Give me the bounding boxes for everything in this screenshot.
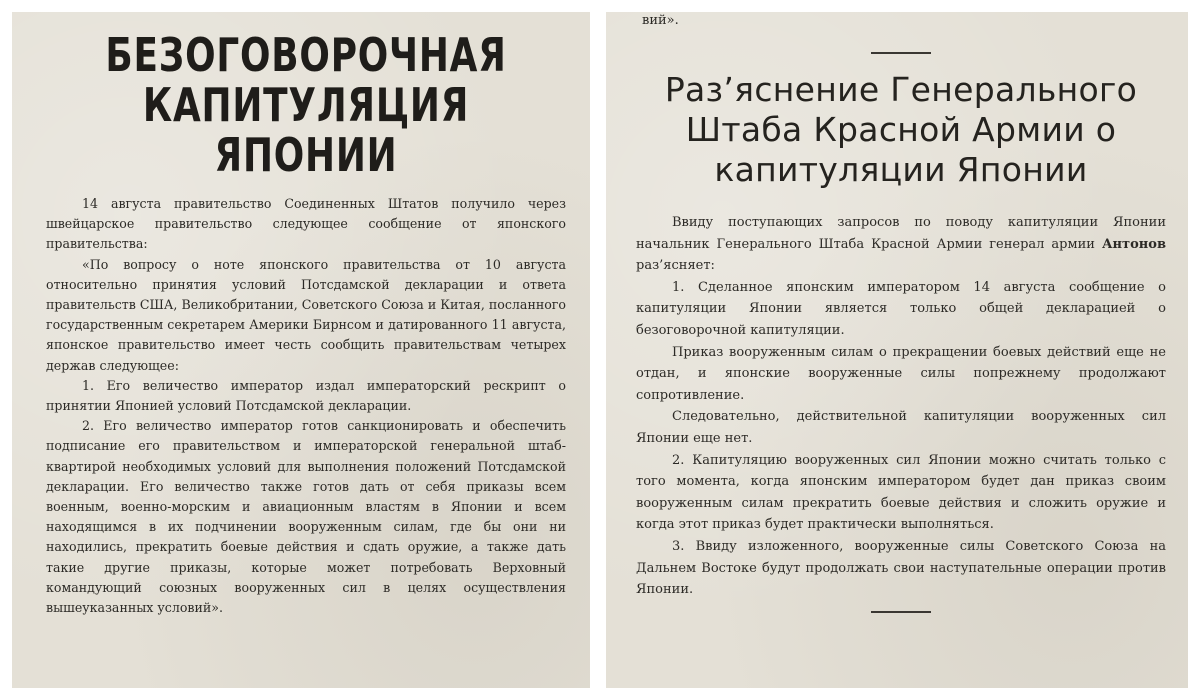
right-paragraph: 3. Ввиду изложенного, вооруженные силы Советского Союза на Дальнем Востоке будут продолжать свои наступательные операции против Японии. xyxy=(636,538,1166,598)
right-paragraph: 2. Капитуляцию вооруженных сил Японии можно считать только с того момента, когда японским императором будет дан приказ своим вооруженным силам прекратить боевые действия и сложить оружие и когда этот приказ будет практически выполняться. xyxy=(636,452,1166,533)
left-paragraph: 1. Его величество император издал императорский рескрипт о принятии Японией условий Потсдамской декларации. xyxy=(46,377,566,414)
intro-text: Ввиду поступающих запросов по поводу капитуляции Японии начальник Генерального Штаба Красной Армии генерал армии xyxy=(636,215,1166,252)
left-article-body xyxy=(46,194,566,618)
left-headline-line2: КАПИТУЛЯЦИЯ ЯПОНИИ xyxy=(142,78,470,182)
left-headline xyxy=(103,30,509,180)
right-paragraph-intro xyxy=(636,212,1166,277)
left-paragraph: 14 августа правительство Соединенных Штатов получило через швейцарское правительство следующее сообщение от японского правительства: xyxy=(46,196,566,252)
previous-article-tail: вий». xyxy=(642,13,679,28)
intro-text-end: раз’ясняет: xyxy=(636,258,715,274)
left-paragraph: 2. Его величество император готов санкционировать и обеспечить подписание его правительством и императорской генеральной штаб-квартирой необходимых условий для выполнения положений Потсдамской декларации. Его величество также готов дать от себя приказы всем военным, военно-морским и авиационным властям в Японии и всем находящимся в их подчинении вооруженным силам, где бы они ни находились, прекратить боевые действия и сдать оружие, а также дать такие другие приказы, которые может потребовать Верховный командующий союзных вооруженных сил в целях осуществления вышеуказанных условий». xyxy=(46,418,566,616)
separator-rule xyxy=(871,52,931,54)
right-clipping xyxy=(606,12,1188,688)
right-paragraph: Приказ вооруженным силам о прекращении боевых действий еще не отдан, и японские вооруженные силы попрежнему продолжают сопротивление. xyxy=(636,344,1166,403)
right-article-body xyxy=(636,212,1166,601)
right-headline: Раз’яснение Генерального Штаба Красной Армии о капитуляции Японии xyxy=(664,70,1138,189)
left-paragraph: «По вопросу о ноте японского правительства от 10 августа относительно принятия условий Потсдамской декларации и ответа правительств США, Великобритании, Советского Союза и Китая, посланного государственным секретарем Америки Бирнсом и датированного 11 августа, японское правительство имеет честь сообщить правительствам четырех держав следующее: xyxy=(46,256,566,373)
general-name: Антонов xyxy=(1101,236,1166,252)
left-headline-line1: БЕЗОГОВОРОЧНАЯ xyxy=(105,28,507,82)
right-paragraph: Следовательно, действительной капитуляции вооруженных сил Японии еще нет. xyxy=(636,409,1166,446)
left-clipping xyxy=(12,12,590,688)
separator-rule-bottom xyxy=(871,611,931,613)
right-paragraph: 1. Сделанное японским императором 14 августа сообщение о капитуляции Японии является только общей декларацией о безоговорочной капитуляции. xyxy=(636,279,1166,338)
